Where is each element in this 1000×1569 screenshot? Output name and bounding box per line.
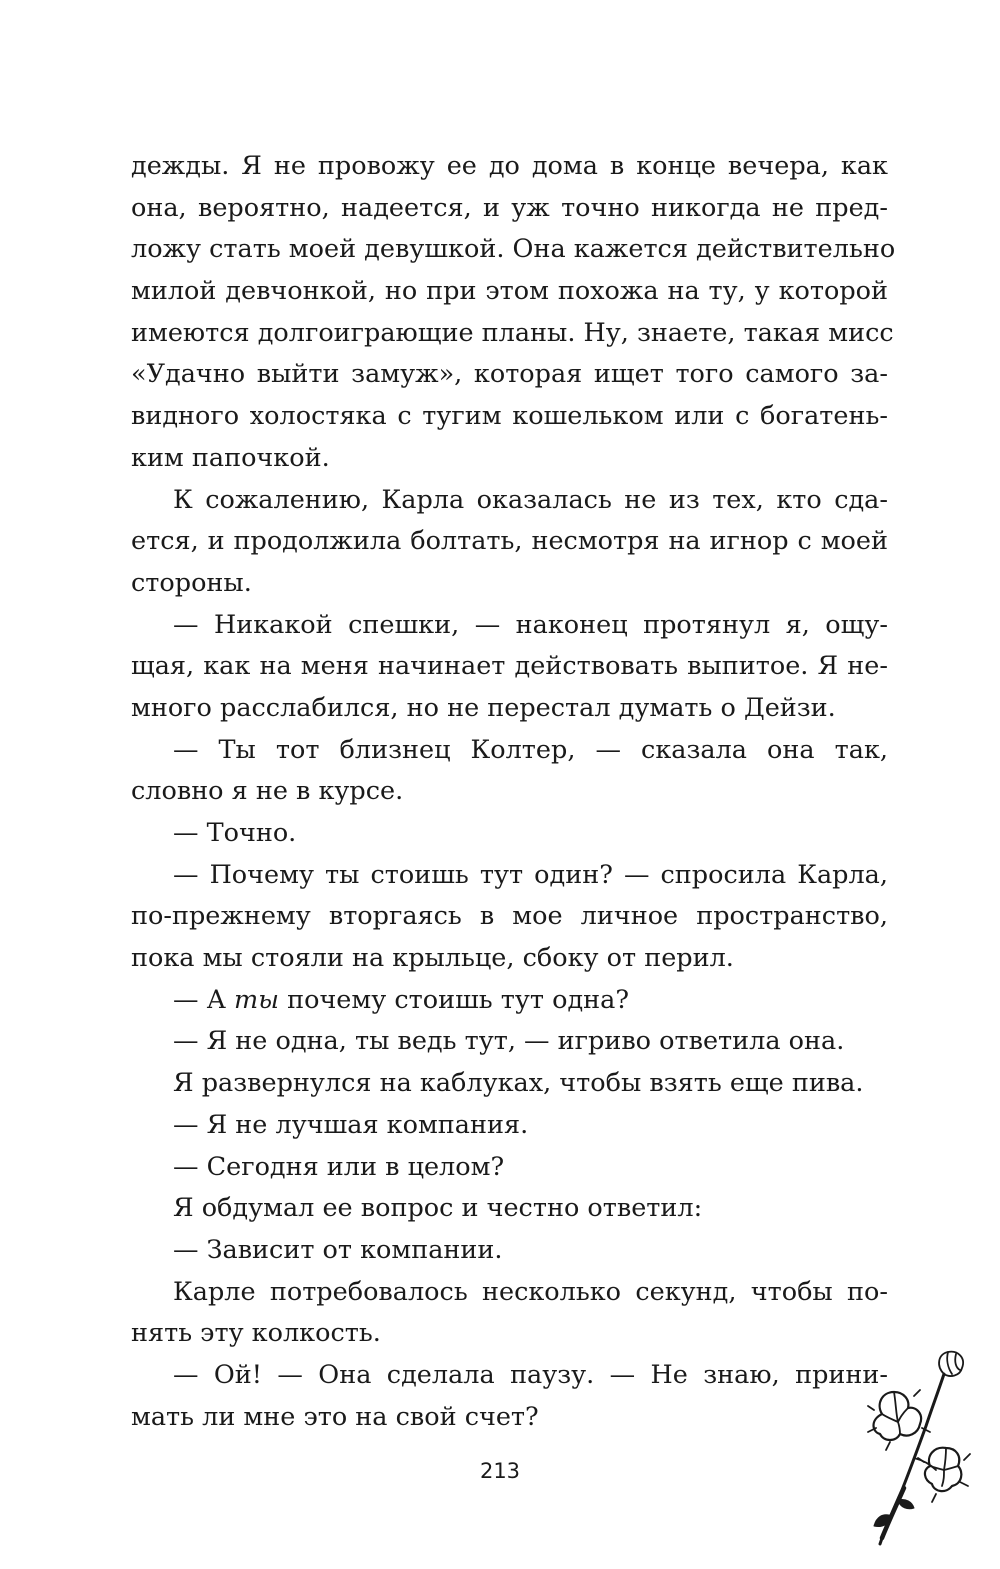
text-line: — Ой! — Она сделала паузу. — Не знаю, прини- <box>173 1359 888 1390</box>
text-line: «Удачно выйти замуж», которая ищет того самого за- <box>131 359 888 390</box>
text-line: — Никакой спешки, — наконец протянул я, ощу- <box>173 609 888 640</box>
text-line: — Я не одна, ты ведь тут, — игриво ответила она. <box>173 1026 845 1057</box>
body-text <box>131 146 896 1438</box>
text-line: — Сегодня или в целом? <box>173 1151 505 1182</box>
text-line: имеются долгоиграющие планы. Ну, знаете, такая мисс <box>131 317 894 348</box>
text-line: ким папочкой. <box>131 442 330 473</box>
text-line: — Ты тот близнец Колтер, — сказала она так, <box>173 734 888 765</box>
text-line: мать ли мне это на свой счет? <box>131 1401 539 1432</box>
text-line: она, вероятно, надеется, и уж точно никогда не пред- <box>131 192 888 223</box>
text-line: Я обдумал ее вопрос и честно ответил: <box>173 1193 703 1224</box>
text-line: ложу стать моей девушкой. Она кажется действительно <box>131 234 896 265</box>
line-end: почему стоишь тут одна? <box>287 984 630 1015</box>
text-line: щая, как на меня начинает действовать выпитое. Я не- <box>131 651 888 682</box>
text-line: — Я не лучшая компания. <box>173 1109 529 1140</box>
page-number: 213 <box>479 1459 521 1483</box>
text-line: словно я не в курсе. <box>131 776 404 807</box>
text-line: нять эту колкость. <box>131 1318 381 1349</box>
text-line: — Почему ты стоишь тут один? — спросила Карла, <box>173 859 888 890</box>
text-line: Карле потребовалось несколько секунд, чтобы по- <box>173 1276 888 1307</box>
text-line: пока мы стояли на крыльце, сбоку от перил. <box>131 943 734 974</box>
text-line: по-прежнему вторгаясь в мое личное пространство, <box>131 901 888 932</box>
text-line: много расслабился, но не перестал думать о Дейзи. <box>131 692 836 723</box>
text-line: Я развернулся на каблуках, чтобы взять еще пива. <box>173 1068 864 1099</box>
text-line: К сожалению, Карла оказалась не из тех, кто сда- <box>173 484 888 515</box>
text-line: — Зависит от компании. <box>173 1234 503 1265</box>
line-start: — А <box>173 984 226 1015</box>
emphasis: ты <box>234 984 279 1015</box>
text-line <box>131 980 888 1022</box>
text-line: видного холостяка с тугим кошельком или с богатень- <box>131 401 888 432</box>
text-line: ется, и продолжила болтать, несмотря на игнор с моей <box>131 526 888 557</box>
text-line: стороны. <box>131 567 252 598</box>
text-line: дежды. Я не провожу ее до дома в конце вечера, как <box>131 151 888 181</box>
text-line: милой девчонкой, но при этом похожа на ту, у которой <box>131 276 888 307</box>
cotton-flower-branch-icon <box>852 1348 972 1548</box>
text-line: — Точно. <box>173 818 297 848</box>
